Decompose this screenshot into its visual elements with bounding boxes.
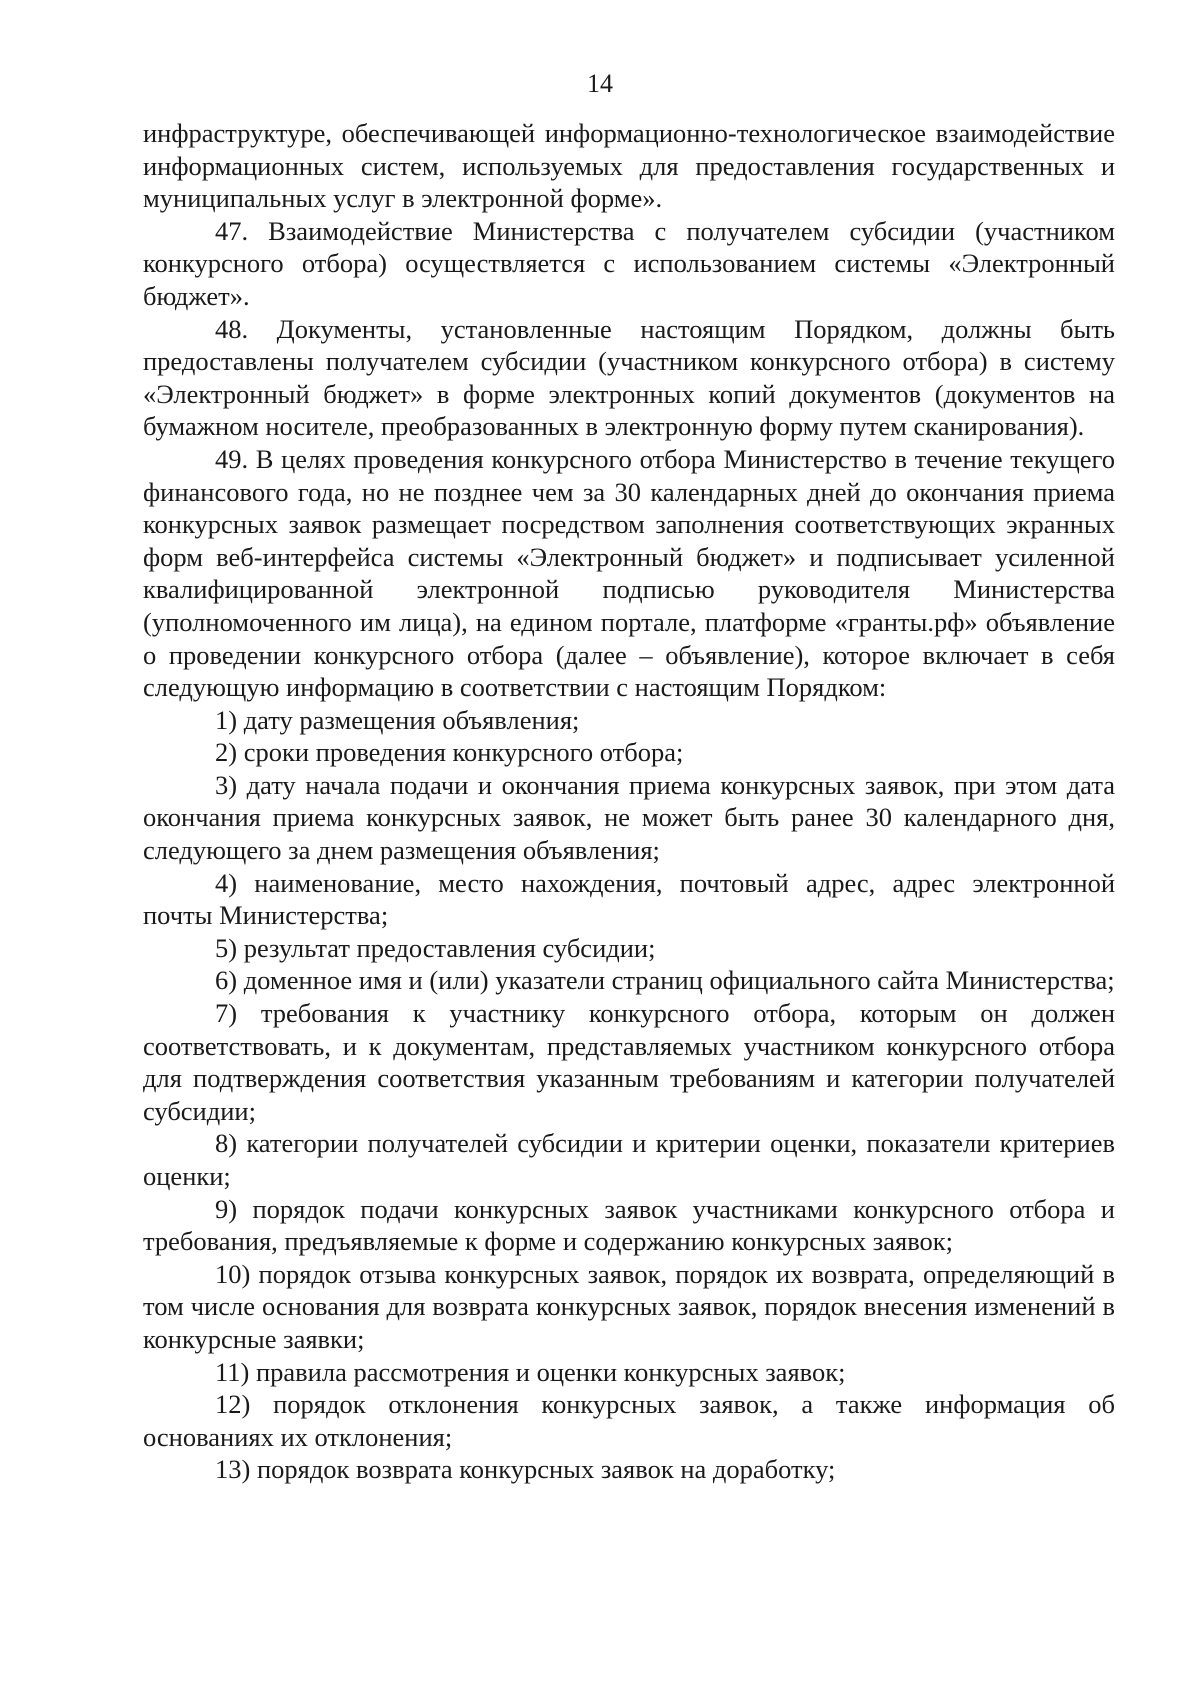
- list-item-5: 5) результат предоставления субсидии;: [215, 932, 656, 963]
- paragraph-47: 47. Взаимодействие Министерства с получателем субсидии (участником конкурсного отбора) осуществляется с использованием системы «Электронный бюджет».: [143, 215, 1115, 311]
- paragraph-49: 49. В целях проведения конкурсного отбора Министерство в течение текущего финансового года, но не позднее чем за 30 календарных дней до окончания приема конкурсных заявок размещает посредством заполнения соответствующих экранных форм веб-интерфейса системы «Электронный бюджет» и подписывает усиленной квалифицированной электронной подписью руководителя Министерства (уполномоченного им лица), на едином портале, платформе «гранты.рф» объявление о проведении конкурсного отбора (далее – объявление), которое включает в себя следующую информацию в соответствии с настоящим Порядком:: [143, 443, 1115, 703]
- list-item-11: 11) правила рассмотрения и оценки конкурсных заявок;: [215, 1356, 846, 1387]
- list-item-13: 13) порядок возврата конкурсных заявок на доработку;: [215, 1454, 836, 1485]
- list-item-12: 12) порядок отклонения конкурсных заявок, а также информация об основаниях их отклонения;: [143, 1389, 1115, 1452]
- list-item-6: 6) доменное имя и (или) указатели страниц официального сайта Министерства;: [215, 965, 1115, 996]
- list-item-8: 8) категории получателей субсидии и критерии оценки, показатели критериев оценки;: [143, 1128, 1115, 1191]
- list-item-9: 9) порядок подачи конкурсных заявок участниками конкурсного отбора и требования, предъявляемые к форме и содержанию конкурсных заявок;: [143, 1193, 1115, 1257]
- paragraph-48: 48. Документы, установленные настоящим Порядком, должны быть предоставлены получателем субсидии (участником конкурсного отбора) в систему «Электронный бюджет» в форме электронных копий документов (документов на бумажном носителе, преобразованных в электронную форму путем сканирования).: [143, 313, 1115, 442]
- document-body: [143, 117, 1115, 1486]
- paragraph-continuation: инфраструктуре, обеспечивающей информационно-технологическое взаимодействие информационных систем, используемых для предоставления государственных и муниципальных услуг в электронной форме».: [143, 118, 1115, 214]
- page-number: 14: [587, 69, 613, 98]
- list-item-3: 3) дату начала подачи и окончания приема конкурсных заявок, при этом дата окончания приема конкурсных заявок, не может быть ранее 30 календарного дня, следующего за днем размещения объявления;: [143, 769, 1115, 866]
- list-item-2: 2) сроки проведения конкурсного отбора;: [215, 737, 684, 768]
- list-item-4: 4) наименование, место нахождения, почтовый адрес, адрес электронной почты Министерства;: [143, 867, 1115, 931]
- list-item-7: 7) требования к участнику конкурсного отбора, которым он должен соответствовать, и к документам, представляемых участником конкурсного отбора для подтверждения соответствия указанным требованиям и категории получателей субсидии;: [143, 998, 1115, 1126]
- list-item-10: 10) порядок отзыва конкурсных заявок, порядок их возврата, определяющий в том числе основания для возврата конкурсных заявок, порядок внесения изменений в конкурсные заявки;: [143, 1258, 1115, 1354]
- list-item-1: 1) дату размещения объявления;: [215, 704, 580, 735]
